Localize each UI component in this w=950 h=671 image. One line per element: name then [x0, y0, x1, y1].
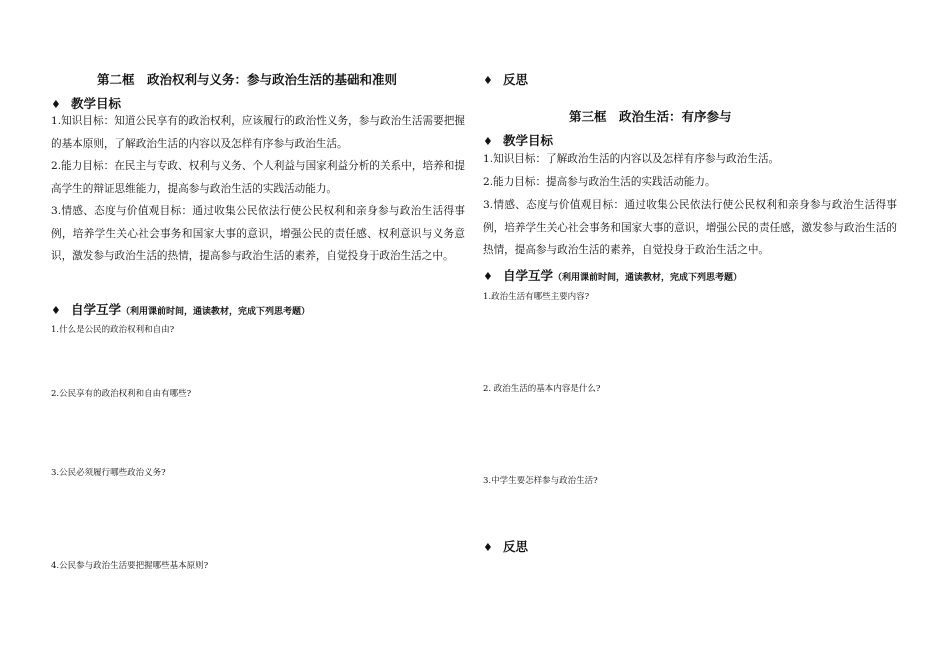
reflection-heading [483, 70, 528, 88]
self-study-heading [51, 300, 310, 318]
question-item: 3.公民必须履行哪些政治义务? [51, 468, 166, 478]
heading-label: 反思 [503, 539, 529, 554]
question-item: 1.政治生活有哪些主要内容? [483, 292, 590, 302]
section-title: 第三框 政治生活：有序参与 [569, 109, 732, 124]
heading-label: 教学目标 [503, 133, 554, 148]
teaching-goals-heading [483, 131, 553, 149]
question-item: 2.公民享有的政治权利和自由有哪些? [51, 389, 192, 399]
question-item: 2. 政治生活的基本内容是什么? [483, 384, 601, 394]
diamond-bullet-icon: ♦ [483, 541, 493, 554]
question-item: 3.中学生要怎样参与政治生活? [483, 476, 598, 486]
goal-knowledge: 1.知识目标：知道公民享有的政治权利，应该履行的政治性义务，参与政治生活需要把握的基本原则，了解政治生活的内容以及怎样有序参与政治生活。 [51, 115, 465, 150]
heading-label: 自学互学 [71, 302, 122, 317]
heading-label: 反思 [503, 72, 529, 87]
question-item: 4.公民参与政治生活要把握哪些基本原则? [51, 561, 209, 571]
diamond-bullet-icon: ♦ [51, 98, 61, 111]
heading-note: （利用课前时间，通读教材，完成下列思考题） [121, 307, 311, 317]
heading-note: （利用课前时间，通读教材，完成下列思考题） [553, 273, 743, 283]
heading-label: 自学互学 [503, 268, 554, 283]
goal-knowledge: 1.知识目标：了解政治生活的内容以及怎样有序参与政治生活。 [483, 153, 780, 165]
self-study-heading [483, 266, 742, 284]
reflection-heading [483, 537, 528, 555]
question-item: 1.什么是公民的政治权利和自由? [51, 325, 175, 335]
diamond-bullet-icon: ♦ [483, 270, 493, 283]
goal-ability: 2.能力目标：在民主与专政、权利与义务、个人利益与国家利益分析的关系中，培养和提高学生的辩证思维能力，提高参与政治生活的实践活动能力。 [51, 160, 465, 195]
diamond-bullet-icon: ♦ [483, 74, 493, 87]
section-title: 第二框 政治权利与义务：参与政治生活的基础和准则 [97, 72, 398, 87]
goal-attitude: 3.情感、态度与价值观目标：通过收集公民依法行使公民权利和亲身参与政治生活得事例，培养学生关心社会事务和国家大事的意识，增强公民的责任感，激发参与政治生活的热情，提高参与政治生活的素养，自觉投身于政治生活之中。 [483, 199, 897, 256]
goal-attitude: 3.情感、态度与价值观目标：通过收集公民依法行使公民权利和亲身参与政治生活得事例，培养学生关心社会事务和国家大事的意识，增强公民的责任感、权利意识与义务意识，激发参与政治生活的热情，提高参与政治生活的素养，自觉投身于政治生活之中。 [51, 205, 465, 262]
diamond-bullet-icon: ♦ [483, 135, 493, 148]
heading-label: 教学目标 [71, 96, 122, 111]
diamond-bullet-icon: ♦ [51, 304, 61, 317]
goal-ability: 2.能力目标：提高参与政治生活的实践活动能力。 [483, 176, 716, 188]
